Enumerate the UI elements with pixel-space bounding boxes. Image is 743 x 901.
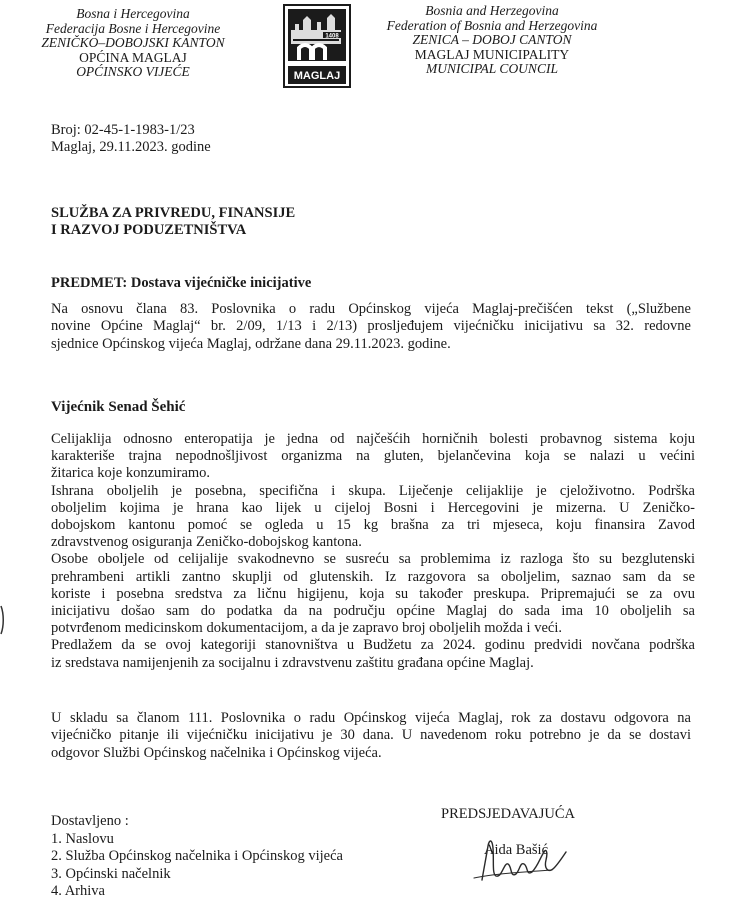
council-name-en: MUNICIPAL COUNCIL <box>426 61 558 76</box>
recipient-line-1: SLUŽBA ZA PRIVREDU, FINANSIJE <box>51 205 296 221</box>
closing-line: odgovor Službi Općinskog načelnika i Općinskog vijeća. <box>51 744 382 761</box>
body-line: iz sredstava namijenjenih za socijalnu i zdravstvenu zaštitu građana općine Maglaj. <box>51 654 534 671</box>
body-line: potvrđenom medicinskom dokumentacijom, a da je zapravo broj oboljelih možda i veći. <box>51 620 562 637</box>
delivery-label: Dostavljeno : <box>51 813 129 829</box>
document-reference <box>51 122 211 157</box>
body-line: koriste i posebna sredstva za ličnu higijenu, koja su također preskupa. Pripremajući se za ovu <box>51 585 695 602</box>
municipality-name-en: MAGLAJ MUNICIPALITY <box>414 46 570 62</box>
country-name-en: Bosnia and Herzegovina <box>425 3 559 18</box>
body-line: Predlažem da se ovoj kategoriji stanovništva u Budžetu za 2024. godinu predvidi novčana podrška <box>51 637 695 654</box>
body-line: Osobe oboljele od celijalije svakodnevno se susreću sa problemima iz razloga što su bezglutenski <box>51 551 695 568</box>
intro-line: Na osnovu člana 83. Poslovnika o radu Općinskog vijeća Maglaj-prečišćen tekst („Službene <box>51 301 691 317</box>
initiative-body <box>51 431 695 672</box>
intro-line: novine Općine Maglaj“ br. 2/09, 1/13 i 2/13) prosljeđujem vijećničku inicijativu sa 32. redovne <box>51 318 691 335</box>
margin-mark <box>0 600 6 640</box>
reference-date: Maglaj, 29.11.2023. godine <box>51 139 211 156</box>
body-line: Celijaklija odnosno enteropatija je jedna od najčešćih horničnih bolesti probavnog sistema koju <box>51 431 695 447</box>
body-line: inicijativu došao sam do podatka da na području općine Maglaj do sada ima 10 oboljelih sa <box>51 603 695 620</box>
letterhead-left <box>18 7 248 80</box>
delivery-item: 3. Općinski načelnik <box>51 865 171 882</box>
body-line: zdravstvenog osiguranja Zeničko-dobojskog kantona. <box>51 534 362 551</box>
body-line: karakteriše trajna nepodnošljivost organizma na gluten, bjelančevina koja se nalazi u većini <box>51 448 695 465</box>
body-line: žitarica koje konzumiramo. <box>51 465 211 482</box>
chair-name: Aida Bašić <box>484 842 549 858</box>
body-line: Ishrana oboljelih je posebna, specifična i skupa. Liječenje celijaklije je cjeloživotno. Podrška <box>51 482 695 499</box>
handwritten-signature <box>462 818 572 888</box>
council-name-bs: OPĆINSKO VIJEĆE <box>76 64 190 79</box>
maglaj-coat-of-arms-icon <box>283 4 351 88</box>
delivery-list <box>51 813 343 901</box>
councillor-name: Vijećnik Senad Šehić <box>51 399 186 415</box>
canton-name-bs: ZENIČKO–DOBOJSKI KANTON <box>41 35 225 50</box>
intro-line: sjednice Općinskog vijeća Maglaj, održane dana 29.11.2023. godine. <box>51 335 451 352</box>
closing-line: vijećničko pitanje ili vijećničku inicijativu je 30 dana. U navedenom roku potrebno je da se dostavi <box>51 727 691 744</box>
recipient-department <box>51 205 295 240</box>
logo-year: 1408 <box>325 33 339 40</box>
municipality-name-bs: OPĆINA MAGLAJ <box>79 49 187 65</box>
closing-paragraph <box>51 710 691 762</box>
intro-paragraph <box>51 301 691 353</box>
body-line: dobojskom kantonu pomoć se ogleda u 15 kg brašna za tri mjeseca, koju finansira Zavod <box>51 517 695 534</box>
delivery-item: 4. Arhiva <box>51 883 105 900</box>
recipient-line-2: I RAZVOJ PODUZETNIŠTVA <box>51 222 247 239</box>
delivery-item: 2. Služba Općinskog načelnika i Općinskog vijeća <box>51 848 343 865</box>
closing-line: U skladu sa članom 111. Poslovnika o radu Općinskog vijeća Maglaj, rok za dostavu odgovora na <box>51 710 691 726</box>
subject-line: PREDMET: Dostava vijećničke inicijative <box>51 275 312 291</box>
letterhead-right <box>372 4 612 77</box>
body-line: prehrambeni artikli zantno skuplji od glutenskih. Iz razgovora sa oboljelim, saznao sam da se <box>51 568 695 585</box>
canton-name-en: ZENICA – DOBOJ CANTON <box>412 32 572 47</box>
reference-number: Broj: 02-45-1-1983-1/23 <box>51 122 195 138</box>
federation-name-bs: Federacija Bosne i Hercegovine <box>45 20 221 36</box>
body-line: oboljelim kojima je hrana kao lijek u cijeloj Bosni i Hercegovini je mizerna. U Zeničko- <box>51 499 695 516</box>
chair-title: PREDSJEDAVAJUĆA <box>441 806 576 822</box>
country-name-bs: Bosna i Hercegovina <box>76 6 190 21</box>
logo-text: MAGLAJ <box>293 70 341 82</box>
federation-name-en: Federation of Bosnia and Herzegovina <box>386 17 598 33</box>
delivery-item: 1. Naslovu <box>51 830 114 847</box>
